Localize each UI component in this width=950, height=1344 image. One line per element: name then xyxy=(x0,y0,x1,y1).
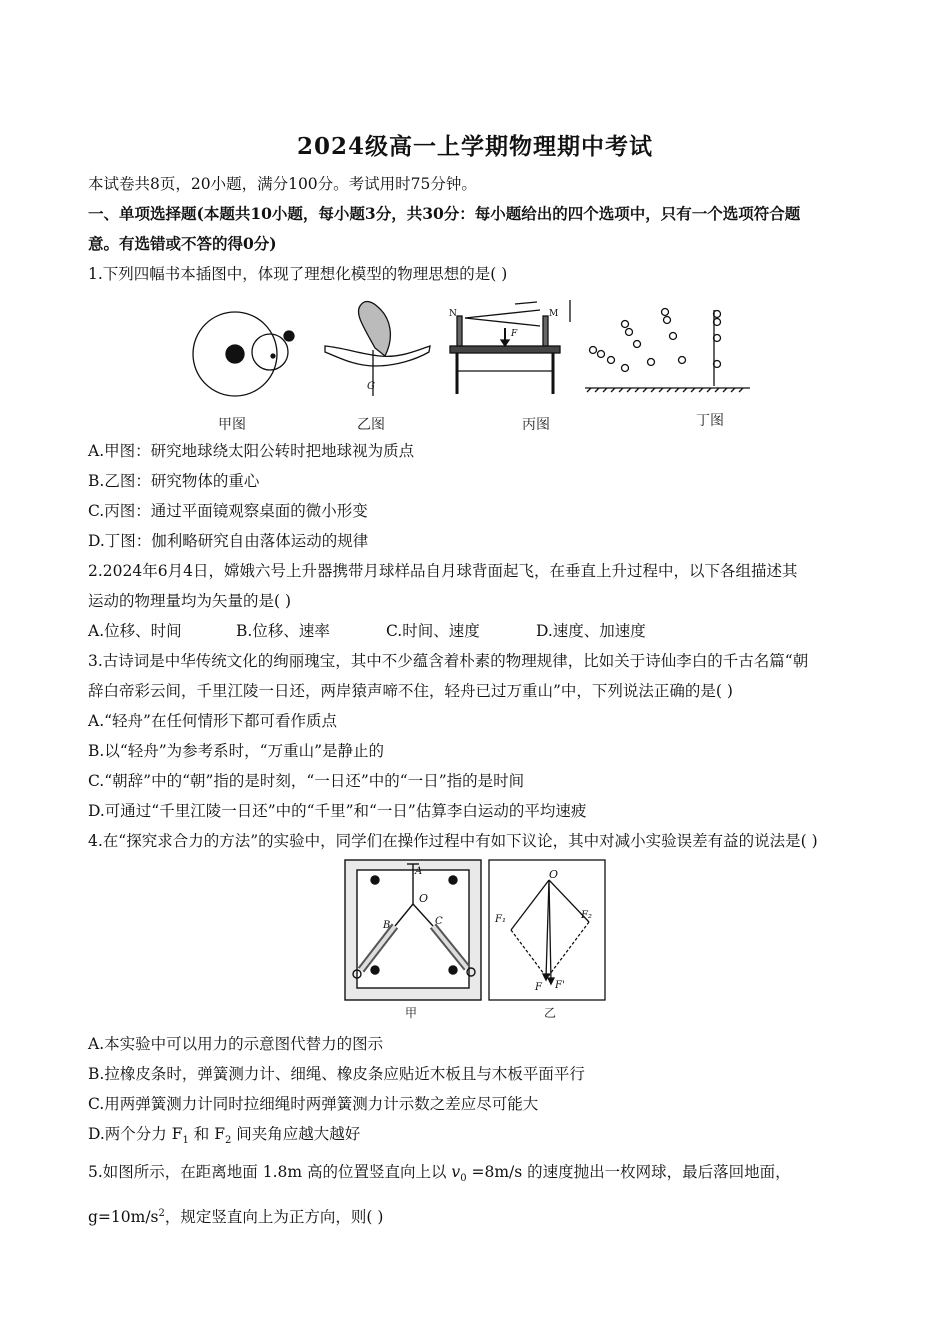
q3-option-d: D.可通过“千里江陵一日还”中的“千里”和“一日”估算李白运动的平均速疲 xyxy=(88,802,587,820)
q4-option-d: D.两个分力 $F_1$ 和 $F_2$ 间夹角应越大越好 xyxy=(88,1125,361,1147)
label-o2: O xyxy=(549,868,559,881)
center-of-gravity-figure xyxy=(325,302,430,396)
page-title: 2024级高一上学期物理期中考试 xyxy=(296,133,653,160)
q3-option-a: A.“轻舟”在任何情形下都可看作质点 xyxy=(88,712,337,730)
galileo-incline-figure xyxy=(585,309,750,393)
label-f1: F₁ xyxy=(495,914,506,925)
q1-option-d: D.丁图：伽利略研究自由落体运动的规律 xyxy=(88,532,369,550)
caption-ding: 丁图 xyxy=(696,413,724,429)
label-o: O xyxy=(419,892,429,905)
label-n: N xyxy=(449,309,457,319)
q2-option-d: D.速度、加速度 xyxy=(536,622,646,640)
q4-stem: 4.在“探究求合力的方法”的实验中，同学们在操作过程中有如下议论，其中对减小实验误差有益的说法是( ) xyxy=(88,832,818,850)
section-heading-line1: 一、单项选择题(本题共10小题，每小题3分，共30分：每小题给出的四个选项中，只有一个选项符合题 xyxy=(88,204,801,223)
caption-jia: 甲图 xyxy=(218,417,246,433)
q2-option-a: A.位移、时间 xyxy=(88,622,182,640)
label-b: B xyxy=(383,920,391,931)
force-parallelogram-figure xyxy=(489,860,605,1000)
label-f2: F₂ xyxy=(581,910,592,921)
label-f: F xyxy=(535,982,542,993)
q1-illustrations xyxy=(185,296,765,408)
label-f-prime: F' xyxy=(555,980,565,991)
label-c: C xyxy=(435,916,443,927)
orbit-figure xyxy=(193,312,294,396)
q4-option-a: A.本实验中可以用力的示意图代替力的图示 xyxy=(88,1035,384,1053)
q1-option-a: A.甲图：研究地球绕太阳公转时把地球视为质点 xyxy=(88,442,415,460)
q5-stem-line1: 5.如图所示，在距离地面 1.8m 高的位置竖直向上以 $v_0 =8m/s$ 的速度抛出一枚网球，最后落回地面， xyxy=(88,1163,791,1185)
q2-stem-line1: 2.2024年6月4日，嫦娥六号上升器携带月球样品自月球背面起飞，在垂直上升过程中，以下各组描述其 xyxy=(88,562,798,580)
q4-option-c: C.用两弹簧测力计同时拉细绳时两弹簧测力计示数之差应尽可能大 xyxy=(88,1095,539,1113)
q3-stem-line2: 辞白帝彩云间，千里江陵一日还，两岸猿声啼不住，轻舟已过万重山”中，下列说法正确的是( ) xyxy=(88,682,733,700)
q5-stem-line2: $g=10m/s^2$，规定竖直向上为正方向，则( ) xyxy=(88,1208,384,1227)
label-f: F xyxy=(511,329,518,339)
q3-option-c: C.“朝辞”中的“朝”指的是时刻，“一日还”中的“一日”指的是时间 xyxy=(88,772,525,790)
q3-option-b: B.以“轻舟”为参考系时，“万重山”是静止的 xyxy=(88,742,385,760)
q4-illustrations xyxy=(343,858,609,1004)
q1-stem: 1.下列四幅书本插图中，体现了理想化模型的物理思想的是( ) xyxy=(88,265,508,283)
mirror-table-figure xyxy=(449,300,570,394)
experiment-board-figure xyxy=(345,860,481,1000)
label-a: A xyxy=(415,866,423,877)
caption-bing: 丙图 xyxy=(522,417,550,433)
section-heading-line2: 意。有选错或不答的得0分) xyxy=(88,234,277,253)
exam-intro: 本试卷共8页，20小题，满分100分。考试用时75分钟。 xyxy=(88,175,477,193)
q1-option-b: B.乙图：研究物体的重心 xyxy=(88,472,260,490)
q2-option-b: B.位移、速率 xyxy=(236,622,330,640)
label-m: M xyxy=(549,309,559,319)
gravity-label: G xyxy=(367,381,375,392)
caption-q4-yi: 乙 xyxy=(544,1006,557,1020)
q4-option-b: B.拉橡皮条时，弹簧测力计、细绳、橡皮条应贴近木板且与木板平面平行 xyxy=(88,1065,585,1083)
q3-stem-line1: 3.古诗词是中华传统文化的绚丽瑰宝，其中不少蕴含着朴素的物理规律，比如关于诗仙李白的千古名篇“朝 xyxy=(88,652,809,670)
q2-option-c: C.时间、速度 xyxy=(386,622,480,640)
q2-stem-line2: 运动的物理量均为矢量的是( ) xyxy=(88,592,292,610)
q1-option-c: C.丙图：通过平面镜观察桌面的微小形变 xyxy=(88,502,368,520)
caption-yi: 乙图 xyxy=(357,417,385,433)
caption-q4-jia: 甲 xyxy=(405,1006,418,1020)
